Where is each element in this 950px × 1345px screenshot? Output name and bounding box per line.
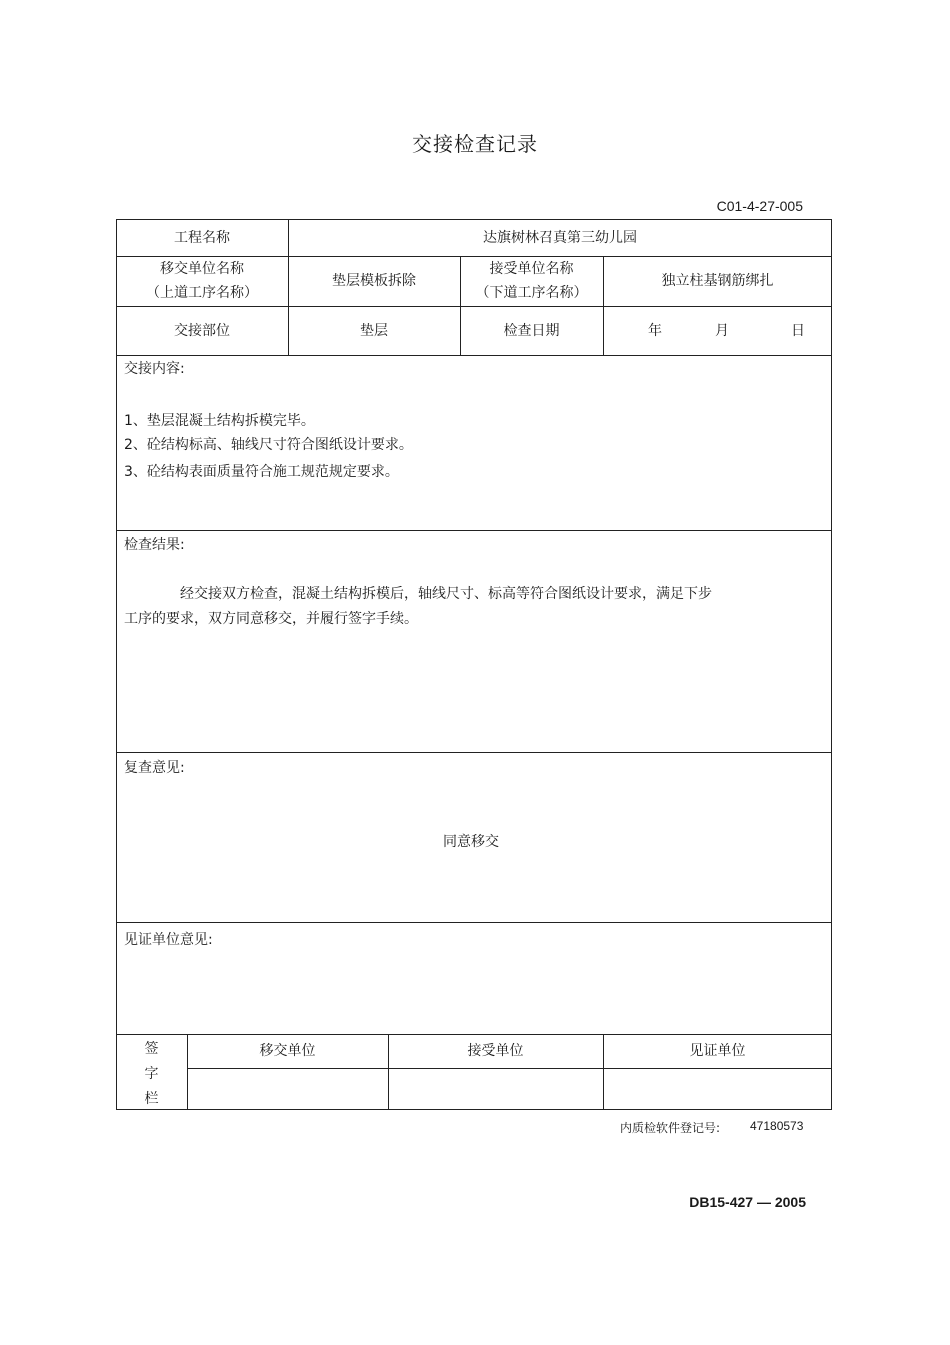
- signature-receiving-header: 接受单位: [467, 1043, 524, 1059]
- section-divider-review: [116, 922, 832, 923]
- result-line-1: 经交接双方检查，混凝土结构拆模后，轴线尺寸、标高等符合图纸设计要求，满足下步: [180, 586, 712, 602]
- signature-witness-field[interactable]: [604, 1070, 831, 1109]
- handover-unit-label-line2: （上道工序名称）: [146, 285, 258, 301]
- inspection-date-label: 检查日期: [503, 322, 560, 339]
- result-label: 检查结果:: [124, 537, 185, 553]
- signature-witness-header: 见证单位: [689, 1043, 746, 1059]
- date-month: 月: [715, 323, 729, 339]
- receiving-unit-label-line1: 接受单位名称: [489, 261, 574, 277]
- handover-unit-label: [116, 256, 288, 306]
- receiving-unit-label: [460, 256, 603, 306]
- signature-receiving-field[interactable]: [389, 1070, 602, 1109]
- receiving-unit-label-line2: （下道工序名称）: [475, 285, 588, 301]
- review-label: 复查意见:: [124, 760, 185, 776]
- registration-number: 47180573: [750, 1119, 804, 1133]
- section-divider-result: [116, 752, 832, 753]
- form-code: C01-4-27-005: [716, 198, 803, 214]
- content-item-1: 1、垫层混凝土结构拆模完毕。: [124, 413, 315, 429]
- content-label: 交接内容:: [124, 361, 185, 377]
- content-item-3: 3、砼结构表面质量符合施工规范规定要求。: [124, 464, 399, 480]
- receiving-unit-value: 独立柱基钢筋绑扎: [661, 273, 774, 289]
- signature-label-char-1: 签: [144, 1041, 159, 1057]
- document-title: 交接检查记录: [412, 132, 538, 156]
- content-item-2: 2、砼结构标高、轴线尺寸符合图纸设计要求。: [124, 437, 413, 453]
- witness-label: 见证单位意见:: [124, 932, 213, 948]
- signature-label-char-3: 栏: [144, 1091, 159, 1107]
- date-year: 年: [648, 323, 662, 339]
- signature-handover-header: 移交单位: [259, 1043, 316, 1059]
- row-divider-3: [116, 355, 832, 356]
- signature-label-char-2: 字: [144, 1066, 159, 1082]
- signature-row-divider: [187, 1068, 832, 1069]
- date-day: 日: [791, 323, 805, 339]
- review-text: 同意移交: [443, 834, 499, 850]
- signature-handover-field[interactable]: [188, 1070, 387, 1109]
- standard-code: DB15-427 — 2005: [689, 1194, 806, 1210]
- result-line-2: 工序的要求，双方同意移交，并履行签字手续。: [124, 611, 418, 627]
- section-divider-content: [116, 530, 832, 531]
- location-label: 交接部位: [174, 322, 230, 339]
- project-name-label: 工程名称: [174, 229, 230, 246]
- handover-unit-label-line1: 移交单位名称: [160, 261, 244, 277]
- project-name-value: 达旗树林召真第三幼儿园: [483, 229, 637, 246]
- handover-unit-value: 垫层模板拆除: [332, 273, 416, 289]
- location-value: 垫层: [360, 322, 388, 339]
- registration-label: 内质检软件登记号:: [620, 1121, 721, 1135]
